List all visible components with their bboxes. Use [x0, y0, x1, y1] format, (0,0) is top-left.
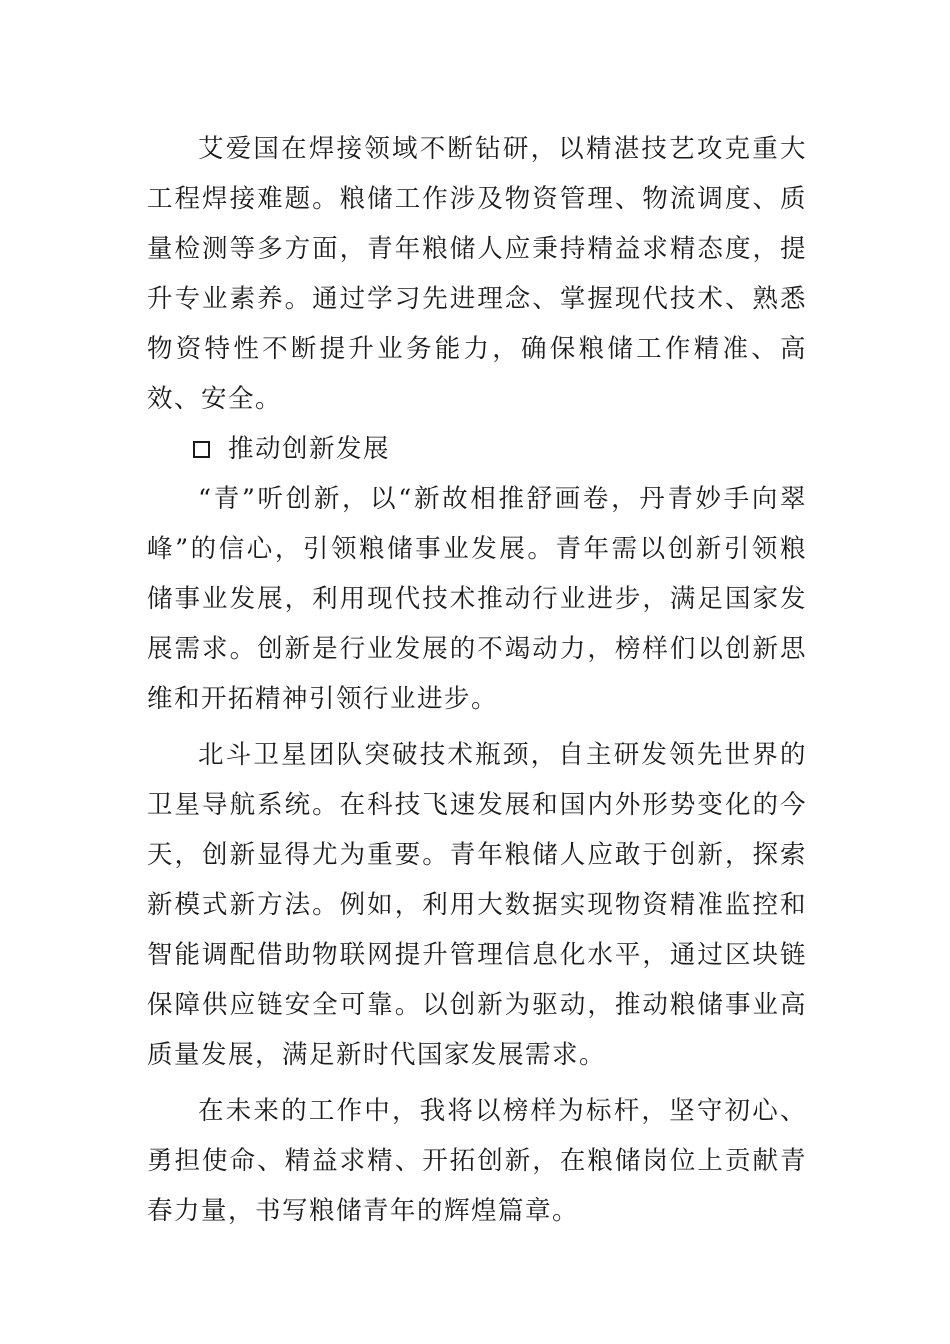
section-heading — [147, 424, 807, 474]
checkbox-icon — [193, 441, 210, 458]
section-heading-text: 推动创新发展 — [228, 434, 391, 464]
paragraph-craftsmanship: 艾爱国在焊接领域不断钻研，以精湛技艺攻克重大工程焊接难题。粮储工作涉及物资管理、物流调度、质量检测等多方面，青年粮储人应秉持精益求精态度，提升专业素养。通过学习先进理念、掌握现代技术、熟悉物资特性不断提升业务能力，确保粮储工作精准、高效、安全。 — [147, 134, 807, 414]
paragraph-beidou: 北斗卫星团队突破技术瓶颈，自主研发领先世界的卫星导航系统。在科技飞速发展和国内外形势变化的今天，创新显得尤为重要。青年粮储人应敢于创新，探索新模式新方法。例如，利用大数据实现物资精准监控和智能调配借助物联网提升管理信息化水平，通过区块链保障供应链安全可靠。以创新为驱动，推动粮储事业高质量发展，满足新时代国家发展需求。 — [147, 740, 807, 1070]
paragraph-innovation: “青”听创新，以“新故相推舒画卷，丹青妙手向翠峰”的信心，引领粮储事业发展。青年需以创新引领粮储事业发展，利用现代技术推动行业进步，满足国家发展需求。创新是行业发展的不竭动力，榜样们以创新思维和开拓精神引领行业进步。 — [147, 484, 807, 714]
document-body — [147, 124, 807, 1236]
paragraph-conclusion: 在未来的工作中，我将以榜样为标杆，坚守初心、勇担使命、精益求精、开拓创新，在粮储岗位上贡献青春力量，书写粮储青年的辉煌篇章。 — [147, 1096, 807, 1226]
